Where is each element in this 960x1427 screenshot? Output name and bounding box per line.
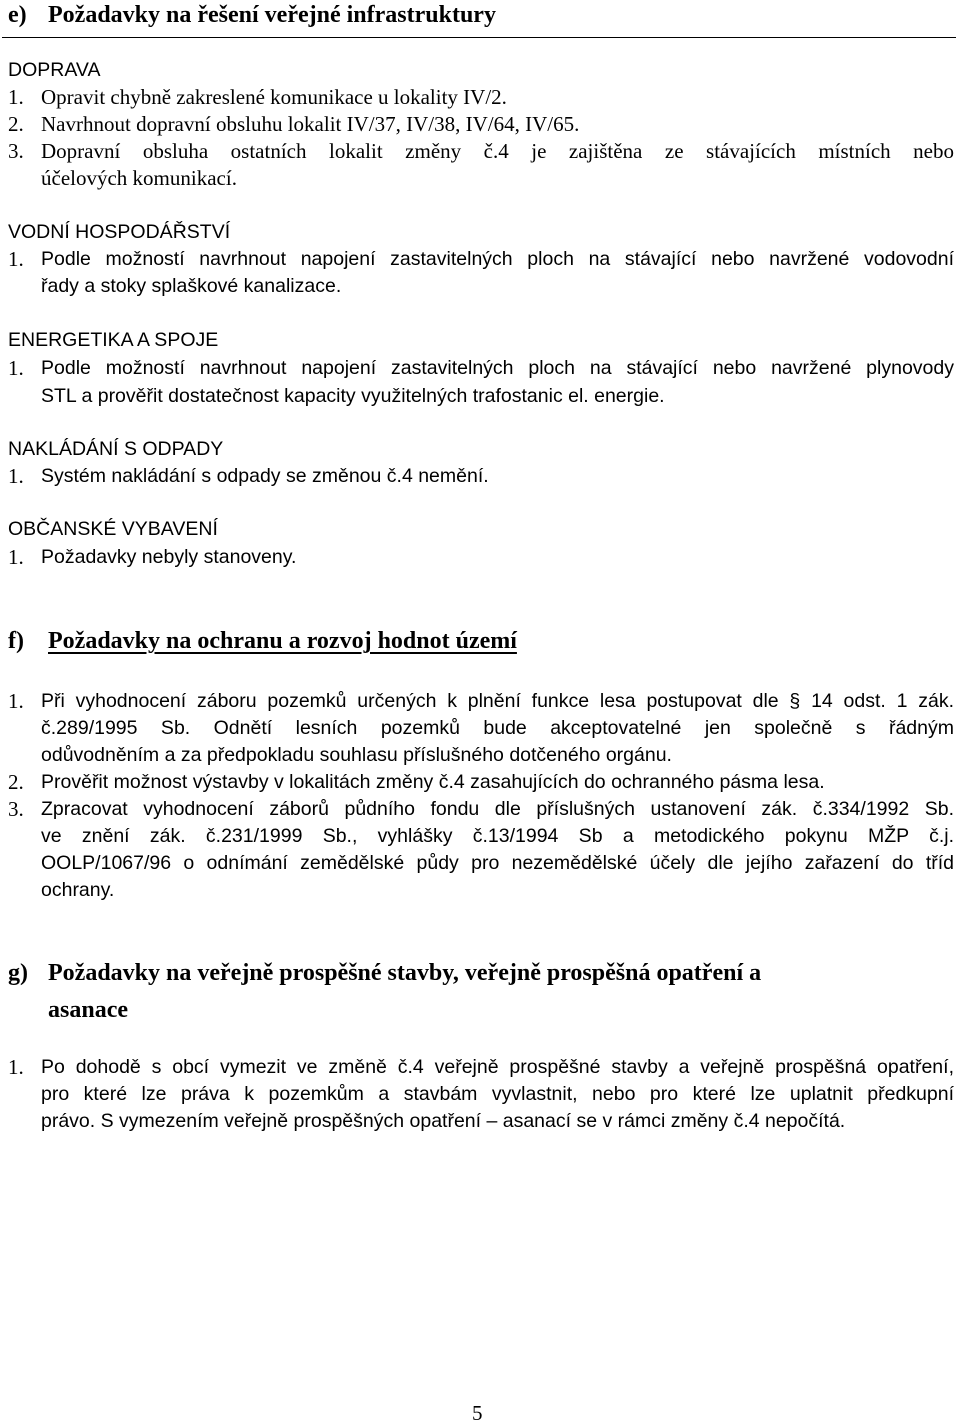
section-f-letter: f) [8, 628, 24, 654]
section-g-title-line2: asanace [48, 997, 128, 1023]
page-number: 5 [472, 1401, 483, 1425]
section-g-letter: g) [8, 960, 28, 986]
section-e-letter: e) [8, 2, 27, 28]
vodni-heading: VODNÍ HOSPODÁŘSTVÍ [8, 221, 231, 243]
section-e-title: Požadavky na řešení veřejné infrastruktury [48, 2, 496, 28]
vybaveni-heading: OBČANSKÉ VYBAVENÍ [8, 518, 218, 540]
section-g-title-line1: Požadavky na veřejně prospěšné stavby, veřejně prospěšná opatření a [48, 960, 762, 986]
section-e-divider [2, 37, 956, 38]
doprava-heading: DOPRAVA [8, 59, 101, 81]
energetika-heading: ENERGETIKA A SPOJE [8, 329, 219, 351]
odpady-heading: NAKLÁDÁNÍ S ODPADY [8, 438, 224, 460]
section-f-title: Požadavky na ochranu a rozvoj hodnot území [48, 628, 517, 654]
